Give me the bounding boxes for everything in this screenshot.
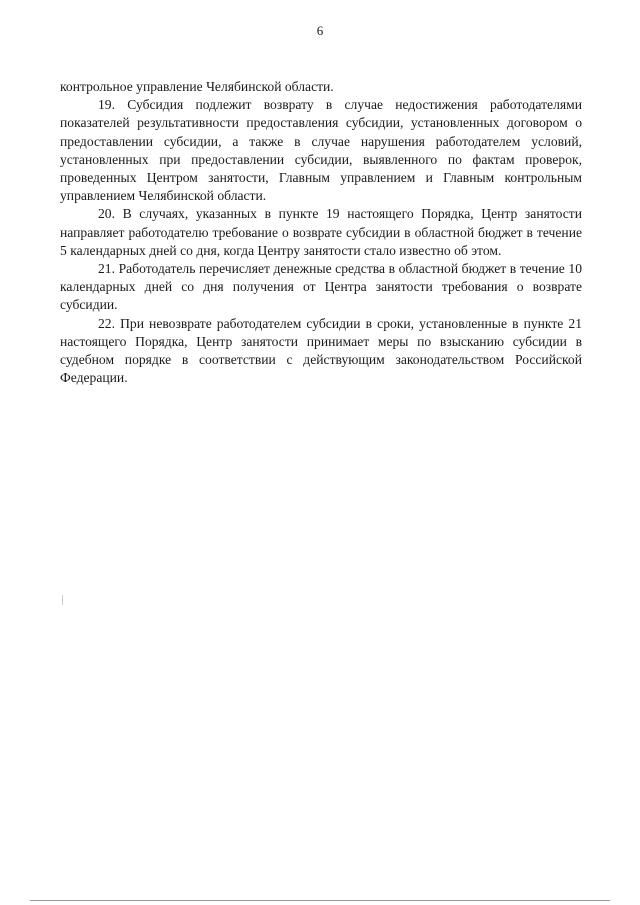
page-number: 6 (316, 23, 324, 38)
paragraph-item-22: 22. При невозврате работодателем субсидии в сроки, установленные в пункте 21 настоящего Порядка, Центр занятости принимает меры по взысканию субсидии в судебном порядке в соответствии с действующим законодательством Российской Федерации. (60, 315, 582, 386)
paragraph-item-19: 19. Субсидия подлежит возврату в случае недостижения работодателями показателей результативности предоставления субсидии, установленных договором о предоставлении субсидии, а также в случае нарушения работодателем условий, установленных при предоставлении субсидии, выявленного по фактам проверок, проведенных Центром занятости, Главным управлением и Главным контрольным управлением Челябинской области. (60, 97, 582, 204)
document-body (60, 78, 582, 387)
paragraph-item-21: 21. Работодатель перечисляет денежные средства в областной бюджет в течение 10 календарных дней со дня получения от Центра занятости требования о возврате субсидии. (60, 261, 582, 313)
paragraph-item-20: 20. В случаях, указанных в пункте 19 настоящего Порядка, Центр занятости направляет работодателю требование о возврате субсидии в областной бюджет в течение 5 календарных дней со дня, когда Центру занятости стало известно об этом. (60, 206, 582, 258)
scan-artifact-mark (62, 595, 63, 605)
footer-rule (30, 900, 610, 901)
paragraph-continuation: контрольное управление Челябинской области. (60, 79, 334, 94)
